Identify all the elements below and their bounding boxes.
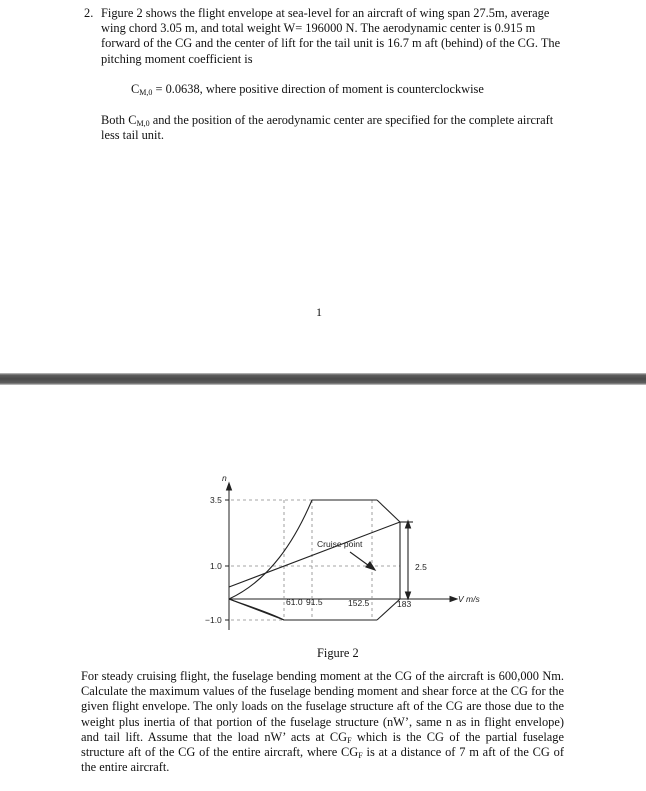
y-tick-label-minus-1-0: −1.0 bbox=[205, 615, 222, 625]
cg-f-subscript-2: F bbox=[358, 751, 363, 761]
cm-symbol: C bbox=[131, 82, 140, 96]
x-value-152-5: 152.5 bbox=[348, 598, 370, 608]
gust-line-positive bbox=[229, 522, 400, 587]
problem-part-2: which is the CG of the partial fuselage structure aft of the CG of the entire aircraft, where CG bbox=[81, 729, 564, 760]
problem-part-1: For steady cruising flight, the fuselage bending moment at the CG of the aircraft is 600,000 Nm. Calculate the maximum values of the fuselage bending moment and shear force at the CG for the given flight envelope. The only loads on the fuselage structure aft of the CG are those due to the weight plus inertia of that portion of the fuselage structure (nW’, same n as in flight envelope) and tail lift. Assume that the load nW’ acts at CG bbox=[81, 669, 564, 744]
cm-equation: = 0.0638, where positive direction of moment is counterclockwise bbox=[152, 82, 484, 96]
cg-f-subscript-1: F bbox=[347, 735, 352, 745]
dimension-label: 2.5 bbox=[415, 562, 427, 572]
gust-line-negative bbox=[229, 599, 284, 620]
cruise-point-label: Cruise point bbox=[317, 539, 363, 549]
envelope-top-right-corner bbox=[377, 500, 400, 522]
both-subscript: M,0 bbox=[136, 119, 150, 128]
x-axis-label: V m/s bbox=[458, 594, 480, 604]
y-tick-label-3-5: 3.5 bbox=[210, 495, 222, 505]
y-tick-label-1-0: 1.0 bbox=[210, 561, 222, 571]
x-axis-arrow bbox=[450, 597, 457, 602]
cm-subscript: M,0 bbox=[139, 88, 153, 97]
page-number: 1 bbox=[316, 305, 322, 319]
question-text: Figure 2 shows the flight envelope at sea-level for an aircraft of wing span 27.5m, average wing chord 3.05 m, and total weight W= 196000 N. The aerodynamic center is 0.915 m forward of the CG and the center of lift for the tail unit is 16.7 m aft (behind) of the CG. The pitching moment coefficient is bbox=[101, 6, 561, 66]
x-value-91-5: 91.5 bbox=[306, 597, 323, 607]
x-value-61: 61.0 bbox=[286, 597, 303, 607]
cruise-point-arrowhead bbox=[366, 562, 375, 570]
problem-part-3: is at a distance of 7 m aft of the CG of the entire aircraft. bbox=[81, 745, 564, 775]
y-axis-label: n bbox=[222, 473, 227, 483]
figure-caption: Figure 2 bbox=[317, 646, 359, 660]
both-rest: and the position of the aerodynamic center are specified for the complete aircraft less tail unit. bbox=[101, 113, 554, 143]
x-value-183: 183 bbox=[397, 599, 412, 609]
envelope-stall-curve-positive bbox=[229, 500, 312, 599]
question-number: 2. bbox=[84, 6, 94, 20]
y-axis-arrow bbox=[227, 483, 232, 490]
both-prefix: Both C bbox=[101, 113, 137, 127]
problem-statement bbox=[81, 669, 564, 775]
dimension-arrow-bottom bbox=[406, 592, 411, 599]
